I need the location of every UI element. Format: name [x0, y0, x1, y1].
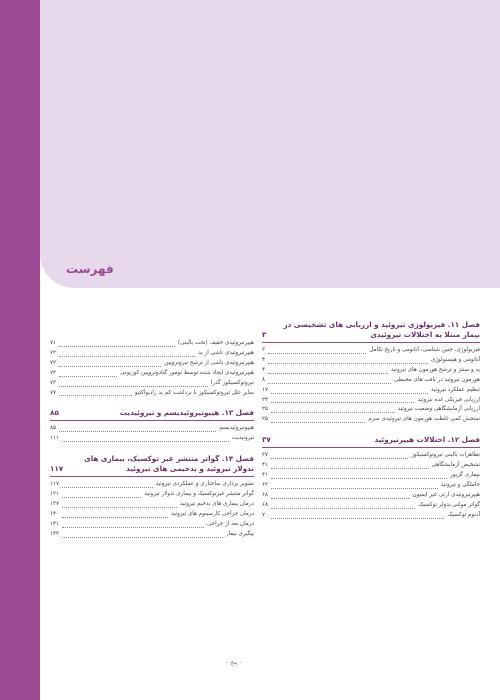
toc-entry-title: تیروئیدیت — [231, 435, 254, 442]
toc-section — [262, 320, 480, 425]
dot-leader — [271, 518, 444, 519]
toc-entry[interactable] — [262, 366, 480, 376]
header-band — [40, 0, 500, 288]
toc-entry-title: آدنوم توکسیک — [447, 511, 480, 518]
toc-entry[interactable] — [262, 405, 480, 415]
chapter-heading[interactable] — [50, 408, 254, 418]
toc-entry-title: درمان جراحی کارسینوم های تیروئید — [170, 510, 254, 517]
dot-leader — [59, 386, 208, 387]
toc-entry[interactable] — [50, 530, 254, 540]
toc-entry-title: ارزیابی فیزیکی غده تیروئید — [417, 396, 480, 403]
chapter-title: فصل ۱۳. هیپوتیروئیدیسم و تیروئیدیت — [119, 408, 254, 418]
dot-leader — [271, 468, 429, 469]
toc-entry-title: سایر علل تیروتوکسیکوز با برداشت کم ید رادیواکتیو — [134, 389, 254, 396]
toc-entry-page: ۴۱ — [262, 462, 269, 469]
dot-leader — [271, 488, 438, 489]
toc-right-column — [262, 320, 480, 521]
dot-leader — [271, 422, 365, 423]
toc-entry-page: ۲۴ — [262, 396, 269, 403]
dot-leader — [62, 507, 177, 508]
toc-entry-page: ۱۲۱ — [50, 491, 60, 498]
toc-entry-page: ۷۱ — [50, 340, 57, 346]
toc-entry[interactable] — [50, 434, 254, 444]
toc-entry-page: ۶۳ — [262, 481, 269, 488]
toc-entry-page: ۱۱۱ — [50, 435, 60, 442]
toc-entry[interactable] — [50, 349, 254, 359]
toc-entry-page: ۷۷ — [50, 389, 57, 396]
toc-entry-title: تصویر برداری ساختاری و عملکردی تیروئید — [155, 481, 254, 488]
toc-entry-title: فیزیولوژی، جنین شناسی، آناتومی و تاریخ تکامل — [369, 347, 480, 353]
chapter-page-number: ۱۱۷ — [50, 464, 64, 474]
toc-entry[interactable] — [262, 376, 480, 386]
dot-leader — [268, 383, 391, 384]
dot-leader — [62, 527, 204, 528]
toc-section — [50, 339, 254, 398]
section-gap — [262, 425, 480, 435]
dot-leader — [62, 537, 223, 538]
toc-entry-page: ۷۲ — [50, 349, 57, 356]
toc-section — [50, 408, 254, 444]
toc-entry[interactable] — [262, 481, 480, 491]
toc-entry-title: گواتر منتشر غیرتوکسیک و بیماری ندولار تیروئید — [144, 491, 254, 498]
toc-entry-page: ۱۴۳ — [50, 530, 60, 537]
toc-entry-title: هیپوتیروئیدیسم — [219, 425, 254, 432]
toc-entry[interactable] — [262, 386, 480, 396]
chapter-page-number: ۳۷ — [262, 435, 271, 445]
dot-leader — [59, 356, 195, 357]
dot-leader — [62, 487, 153, 488]
toc-entry-title: ید و سنتز و ترشح هورمون های تیروئید — [390, 366, 480, 373]
toc-entry[interactable] — [262, 415, 480, 425]
dot-leader — [271, 402, 414, 403]
toc-entry-title: حاملگی و تیروئید — [440, 481, 480, 488]
toc-entry-title: گواتر مولتی ندولر توکسیک — [418, 501, 480, 508]
chapter-divider — [262, 342, 480, 343]
toc-entry[interactable] — [262, 511, 480, 521]
dot-leader — [271, 508, 415, 509]
toc-entry-title: هیپرتیروئیدی ارثی غیر ایمیون — [412, 491, 480, 498]
dot-leader — [62, 517, 168, 518]
toc-entry-title: هیپرتیروئیدی ناشی از ید — [198, 349, 254, 356]
dot-leader — [271, 393, 428, 394]
toc-entry-page: ۱۳۷ — [50, 501, 60, 508]
toc-entry[interactable] — [50, 510, 254, 520]
dot-leader — [59, 376, 117, 377]
dot-leader — [59, 366, 161, 367]
toc-entry-title: درمان بعد از جراحی — [206, 520, 254, 527]
toc-entry-page: ۳۷ — [262, 452, 269, 459]
toc-entry-page: ۱۱۷ — [50, 481, 60, 488]
toc-entry-page: ۴ — [262, 356, 266, 363]
toc-entry[interactable] — [262, 451, 480, 461]
toc-entry-page: ۲۵ — [262, 406, 269, 413]
chapter-page-number: ۳ — [262, 330, 267, 339]
toc-entry-page: ۷۲ — [50, 359, 57, 366]
toc-entry[interactable] — [50, 500, 254, 510]
toc-entry-page: ۱۷ — [262, 386, 269, 393]
chapter-heading[interactable] — [50, 454, 254, 474]
section-gap — [50, 398, 254, 408]
toc-entry[interactable] — [262, 346, 480, 356]
toc-entry-page: ۲۵ — [262, 416, 269, 423]
toc-entry-page: ۷۳ — [50, 369, 57, 376]
toc-entry-page: ۷۰ — [262, 511, 269, 518]
toc-entry-page: ۴ — [262, 366, 266, 373]
toc-entry[interactable] — [50, 369, 254, 379]
toc-entry[interactable] — [50, 379, 254, 389]
chapter-divider — [50, 420, 254, 421]
toc-entry-page: ۷۳ — [50, 379, 57, 386]
toc-entry-page: ۶۸ — [262, 491, 269, 498]
dot-leader — [59, 346, 175, 347]
toc-entry-title: پیگیری بیمار — [225, 530, 254, 537]
toc-entry[interactable] — [50, 359, 254, 369]
chapter-divider — [262, 447, 480, 448]
dot-leader — [59, 431, 216, 432]
dot-leader — [271, 498, 409, 499]
toc-entry-page: ۶۸ — [262, 501, 269, 508]
section-gap — [50, 444, 254, 454]
toc-entry-page: ۸ — [262, 376, 266, 383]
page-number: - پنج - — [226, 659, 242, 666]
chapter-divider — [50, 476, 254, 477]
chapter-page-number: ۸۵ — [50, 408, 59, 418]
chapter-title: فصل ۱۴. گواتر منتشر غیر توکسیک، بیماری های ندولار تیروئید و بدخیمی های تیروئید — [84, 454, 254, 474]
toc-entry-title: بیماری گریوز — [450, 472, 480, 479]
chapter-heading[interactable] — [262, 320, 480, 340]
toc-entry[interactable] — [50, 339, 254, 349]
dot-leader — [268, 373, 388, 374]
toc-entry[interactable] — [50, 480, 254, 490]
dot-leader — [62, 441, 229, 442]
dot-leader — [268, 353, 366, 354]
chapter-title: فصل ۱۱. فیزیولوژی تیروئید و ارزیابی های تشخیصی در بیمار مبتلا به اختلالات تیروئیدی — [283, 320, 480, 339]
toc-entry[interactable] — [262, 396, 480, 406]
toc-entry[interactable] — [262, 471, 480, 481]
toc-entry-title: سنجش کمی غلظت هورمون های تیروئیدی سرم — [368, 416, 480, 423]
toc-entry[interactable] — [50, 424, 254, 434]
dot-leader — [268, 363, 428, 364]
toc-entry-title: هیپرتیروئیدی ایجاد شده توسط تومور گنادوتروپین کوریونی — [120, 369, 254, 376]
toc-entry-title: آناتومی و هیستولوژی — [430, 356, 480, 363]
chapter-heading[interactable] — [262, 435, 480, 445]
dot-leader — [62, 497, 141, 498]
dot-leader — [59, 395, 132, 396]
toc-left-column — [50, 339, 254, 540]
toc-entry[interactable] — [50, 389, 254, 399]
page-title: فهرست — [66, 262, 114, 276]
toc-entry-title: درمان بیماری های بدخیم تیروئید — [180, 501, 254, 508]
dot-leader — [271, 478, 447, 479]
toc-entry-page: ۳ — [262, 347, 266, 353]
toc-entry-page: ۴۱ — [262, 472, 269, 479]
dot-leader — [271, 458, 408, 459]
toc-section — [50, 454, 254, 539]
toc-entry-title: تنظیم عملکرد تیروئید — [430, 386, 480, 393]
toc-entry[interactable] — [262, 491, 480, 501]
toc-entry-title: هیپرتیروئیدی ناشی از ترشح تیروتروپین — [164, 359, 254, 366]
toc-entry[interactable] — [50, 490, 254, 500]
toc-entry[interactable] — [262, 356, 480, 366]
side-color-bar — [0, 0, 40, 700]
toc-entry-title: هیپرتیروئیدی خفیف (تحت بالینی) — [177, 340, 254, 346]
toc-entry[interactable] — [50, 520, 254, 530]
toc-entry-title: ارزیابی آزمایشگاهی وضعیت تیروئید — [397, 406, 480, 413]
toc-entry-title: هورمون تیروئید در بافت های محیطی — [394, 376, 480, 383]
toc-entry-title: تظاهرات بالینی تیروتوکسیکوز — [411, 452, 480, 459]
chapter-title: فصل ۱۲. اختلالات هیپرتیروئید — [374, 435, 480, 445]
toc-entry[interactable] — [262, 461, 480, 471]
toc-entry[interactable] — [262, 501, 480, 511]
toc-entry-page: ۱۴۰ — [50, 510, 60, 517]
dot-leader — [271, 412, 395, 413]
toc-entry-title: تشخیص آزمایشگاهی — [431, 462, 480, 469]
toc-entry-page: ۱۴۱ — [50, 520, 60, 527]
toc-entry-page: ۸۵ — [50, 425, 57, 432]
toc-section — [262, 435, 480, 520]
toc-entry-title: تیروتوکسیکوز گذرا — [210, 379, 254, 386]
